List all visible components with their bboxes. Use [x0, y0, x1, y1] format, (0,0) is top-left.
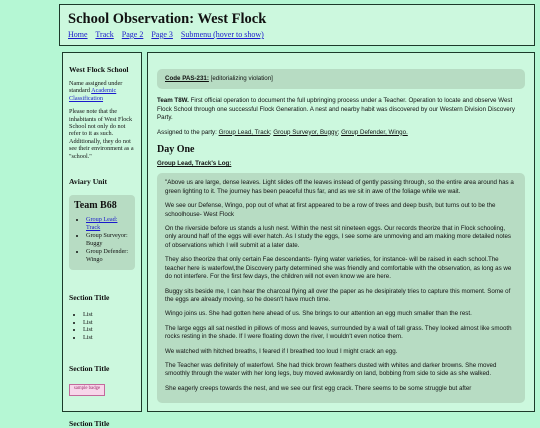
- page-title: School Observation: West Flock: [68, 11, 267, 27]
- sidebar: [62, 52, 142, 428]
- code-text: [editorializing violation]: [210, 75, 273, 82]
- list-item: • List: [83, 319, 135, 326]
- team-member-surveyor: • Group Surveyor: Buggy: [86, 232, 130, 247]
- log-paragraph: The large eggs all sat nestled in pillows of moss and leaves, surrounded by a wall of tall grass. They looked almost like smooth rocks resting in the shade. If I were floating down the river, I wouldn't even notice them.: [165, 324, 512, 341]
- nav-track-link[interactable]: Track: [95, 30, 114, 39]
- code-notice: [157, 69, 525, 89]
- sidebar-classification-note: Name assigned under standard Academic Classification: [69, 80, 123, 102]
- log-paragraph: The Teacher was definitely of waterfowl. She had thick brown feathers dusted with whites and darker browns. She moved smoothly through the water with her long legs, buy moved awkwardly on land, bobbing from side to side as she walked.: [165, 361, 497, 378]
- day-heading: Day One: [157, 144, 195, 156]
- intro-paragraph: Team T8W. First official operation to document the full upbringing process under a Teacher. Operation to locate and observe West Flock School through one successful Flock Generation. A nest and nearby habit was discovered by our Western Division Discovery Party.: [157, 97, 515, 122]
- log-paragraph: Buggy sits beside me, I can hear the charcoal flying all over the paper as he desipirately tries to capture this moment. Some of the eggs are already moving, so he doesn't have much time.: [165, 287, 511, 303]
- list-item: • List: [83, 334, 135, 341]
- log-paragraph: "Above us are large, dense leaves. Light slides off the leaves instead of gently passing through, so the entire area around has a green lighting to it. The journey has been peaceful thus far, and as we sit in awe of the foliage while we wait.: [165, 179, 514, 195]
- group-lead-ref[interactable]: Group Lead, Track: [218, 128, 270, 136]
- aviary-unit-heading: Aviary Unit: [69, 177, 108, 187]
- badge-image: sample badge: [69, 384, 105, 396]
- main-content: [147, 52, 535, 412]
- log-paragraph: We watched with hitched breaths, I feared if I breathed too loud I might crack an egg.: [165, 347, 398, 355]
- log-paragraph: Wingo joins us. She had gotten here ahead of us. She brings to our attention an egg much smaller than the rest.: [165, 310, 472, 318]
- group-surveyor-ref[interactable]: Group Surveyor, Buggy: [273, 128, 338, 136]
- academic-classification-link[interactable]: Academic Classification: [69, 87, 117, 102]
- nav-page3-link[interactable]: Page 3: [151, 30, 173, 39]
- log-box: [157, 173, 525, 403]
- log-paragraph: We see our Defense, Wingo, pop out of what at first appeared to be a row of trees and deep bush, but turns out to be the schoolhouse- West Flock: [165, 202, 496, 218]
- sidebar-title: West Flock School: [69, 65, 129, 74]
- sidebar-inhabitants-note: Please note that the inhabitants of West Flock School not only do not refer to it as such. Additionally, they do not see their environment as a "school.": [69, 108, 134, 160]
- team-name: Team B68: [74, 200, 117, 212]
- section-heading: Section Title: [69, 292, 110, 302]
- nav-home-link[interactable]: Home: [68, 30, 88, 39]
- group-defender-ref[interactable]: Group Defender, Wingo.: [341, 128, 408, 136]
- section-list: [69, 311, 135, 341]
- section-heading: Section Title: [69, 419, 110, 428]
- section-heading: Section Title: [69, 363, 110, 373]
- page-header: [59, 4, 535, 46]
- list-item: • List: [83, 311, 135, 318]
- list-item: • List: [83, 326, 135, 333]
- log-paragraph: On the riverside before us stands a lush nest. Within the nest sit nineteen eggs. Our records theorize that in Flock schooling, only around half of the eggs will ever hatch. As I study the eggs, I see some are unmoving and am making more detailed notes of observations which I will submit at a later date.: [165, 225, 512, 249]
- team-member-defender: • Group Defender: Wingo: [86, 248, 130, 263]
- log-paragraph: She eagerly creeps towards the nest, and we see our first egg crack. There seems to be some struggle but after: [165, 384, 472, 392]
- log-label: Group Lead, Track's Log:: [157, 160, 232, 168]
- main-nav: [68, 30, 526, 40]
- code-label: Code PAS-231:: [165, 75, 209, 82]
- nav-page2-link[interactable]: Page 2: [121, 30, 144, 39]
- log-paragraph: They also theorize that only certain Fae descendants- flying water varieties, for instance- will be raised in each school.The teacher here is waterfowl,the Discovery party determined she was friendly and comfortable with the observation, as long as we do not interfere. For the first few days, the children will not even know we are here.: [165, 256, 512, 281]
- nav-submenu-link[interactable]: Submenu (hover to show): [180, 30, 264, 39]
- assigned-party: Assigned to the party: Group Lead, Track; Group Surveyor, Buggy; Group Defender, Wingo.: [157, 128, 408, 136]
- team-member-list: [74, 216, 130, 262]
- group-lead-link[interactable]: Group Lead: Track: [86, 216, 118, 231]
- team-member-lead: [86, 216, 130, 231]
- team-unit-box: [69, 195, 135, 269]
